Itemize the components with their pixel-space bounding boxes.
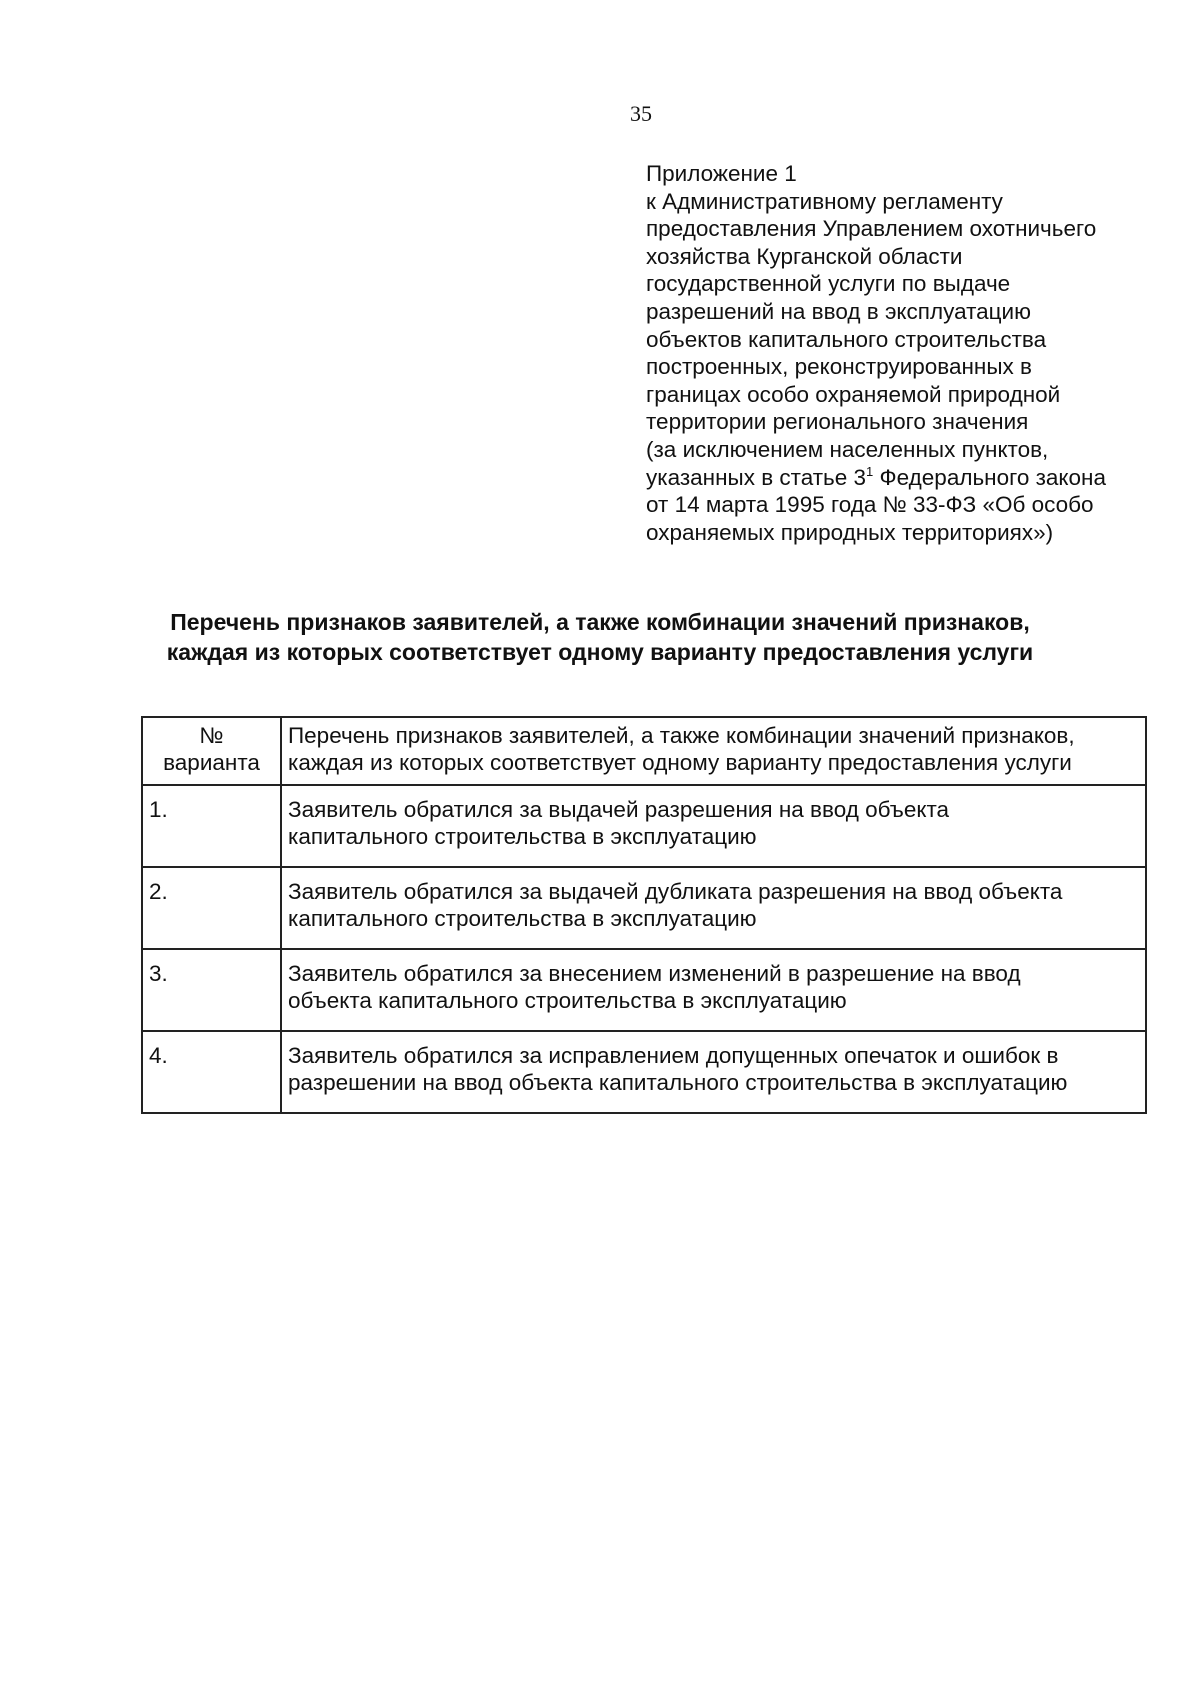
appendix-article-law: Федерального закона	[873, 464, 1106, 490]
document-title	[100, 607, 1100, 667]
row-description-line: разрешении на ввод объекта капитального строительства в эксплуатацию	[288, 1070, 1068, 1095]
table-row	[142, 949, 1146, 1031]
header-description-label: каждая из которых соответствует одному варианту предоставления услуги	[288, 750, 1072, 775]
document-title-line: каждая из которых соответствует одному варианту предоставления услуги	[166, 639, 1034, 665]
header-number-label: варианта	[163, 750, 260, 775]
row-description-line: объекта капитального строительства в эксплуатацию	[288, 988, 847, 1013]
appendix-article-text: указанных в статье 3	[646, 464, 867, 490]
row-number-cell: 1.	[142, 785, 281, 867]
row-description-line: капитального строительства в эксплуатацию	[288, 906, 757, 931]
row-number-cell: 3.	[142, 949, 281, 1031]
appendix-line: государственной услуги по выдаче	[646, 271, 1011, 297]
row-number-cell: 2.	[142, 867, 281, 949]
appendix-line: к Административному регламенту	[646, 188, 1003, 214]
appendix-line: предоставления Управлением охотничьего	[646, 216, 1097, 242]
appendix-line: территории регионального значения	[646, 409, 1029, 435]
row-description-cell	[281, 785, 1146, 867]
header-number-label: №	[199, 723, 224, 748]
appendix-article-superscript: 1	[866, 463, 874, 479]
row-description-cell	[281, 1031, 1146, 1113]
row-description-line: Заявитель обратился за исправлением допущенных опечаток и ошибок в	[288, 1043, 1059, 1068]
row-description-cell	[281, 949, 1146, 1031]
appendix-line: (за исключением населенных пунктов,	[646, 436, 1049, 462]
row-description-cell	[281, 867, 1146, 949]
row-description-line: Заявитель обратился за выдачей дубликата разрешения на ввод объекта	[288, 879, 1063, 904]
header-description-label: Перечень признаков заявителей, а также комбинации значений признаков,	[288, 723, 1075, 748]
header-description-cell	[281, 717, 1146, 785]
row-description-line: Заявитель обратился за выдачей разрешения на ввод объекта	[288, 797, 950, 822]
row-number-cell: 4.	[142, 1031, 281, 1113]
appendix-line-article	[646, 464, 1166, 492]
row-description-line: капитального строительства в эксплуатацию	[288, 824, 757, 849]
page-number: 35	[630, 101, 652, 126]
header-number-cell	[142, 717, 281, 785]
appendix-line: от 14 марта 1995 года № 33-ФЗ «Об особо	[646, 492, 1094, 518]
appendix-line: границах особо охраняемой природной	[646, 381, 1061, 407]
table-row	[142, 867, 1146, 949]
appendix-line: построенных, реконструированных в	[646, 354, 1032, 380]
table-header-row	[142, 717, 1146, 785]
table-row	[142, 785, 1146, 867]
table-row	[142, 1031, 1146, 1113]
appendix-line: объектов капитального строительства	[646, 326, 1047, 352]
appendix-line: разрешений на ввод в эксплуатацию	[646, 298, 1031, 324]
appendix-line: хозяйства Курганской области	[646, 243, 963, 269]
appendix-block	[646, 160, 1166, 546]
document-title-line: Перечень признаков заявителей, а также комбинации значений признаков,	[170, 609, 1030, 635]
appendix-line: охраняемых природных территориях»)	[646, 519, 1054, 545]
row-description-line: Заявитель обратился за внесением изменений в разрешение на ввод	[288, 961, 1021, 986]
appendix-line: Приложение 1	[646, 161, 797, 186]
variants-table	[141, 716, 1147, 1114]
